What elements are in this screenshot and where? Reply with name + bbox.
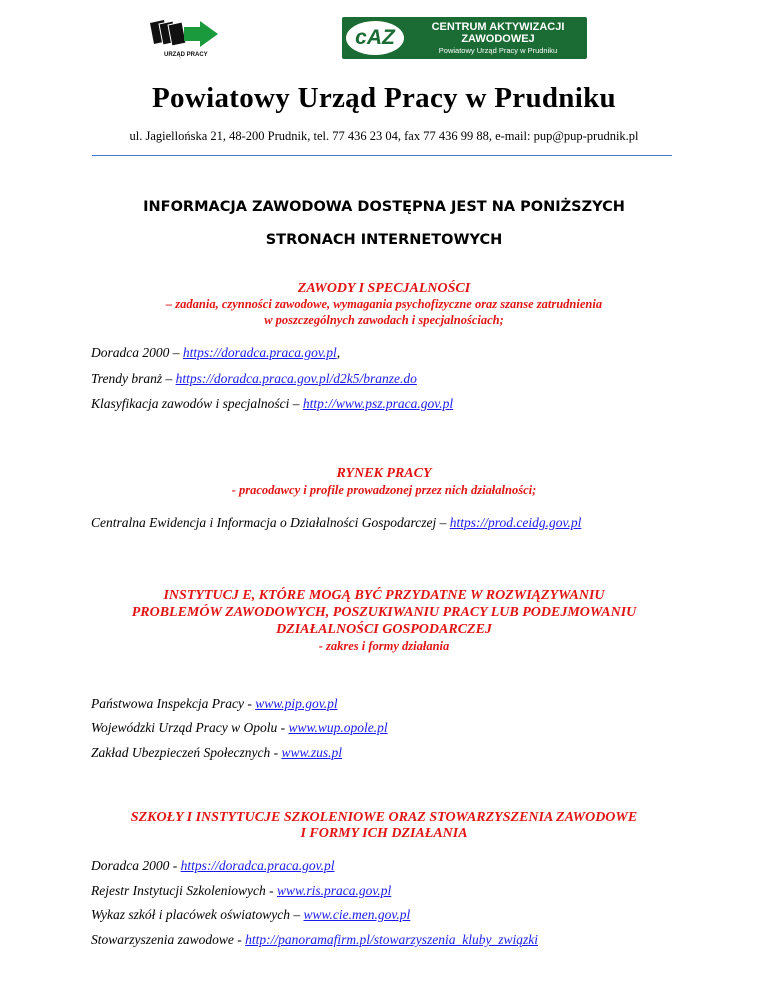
item-label: Doradca 2000 – — [91, 345, 183, 360]
item-label: Klasyfikacja zawodów i specjalności – — [91, 396, 303, 411]
item-label: Centralna Ewidencja i Informacja o Działalności Gospodarczej – — [91, 515, 450, 530]
section-zawody-title: ZAWODY I SPECJALNOŚCI — [297, 281, 471, 296]
address-line: ul. Jagiellońska 21, 48-200 Prudnik, tel. 77 436 23 04, fax 77 436 99 88, e-mail: pup@pup-prudnik.pl — [129, 129, 639, 143]
caz-mark: cAZ — [355, 26, 395, 49]
list-item — [91, 932, 538, 948]
item-label: Rejestr Instytucji Szkoleniowych - — [91, 883, 277, 898]
list-item — [91, 720, 388, 736]
caz-logo — [342, 17, 587, 59]
link-klasyfikacja[interactable]: http://www.psz.praca.gov.pl — [302, 396, 454, 411]
section-zawody-sub-2: w poszczególnych zawodach i specjalnościach; — [264, 313, 504, 327]
list-item — [91, 858, 334, 874]
item-label: Wykaz szkół i placówek oświatowych – — [91, 907, 304, 922]
section-szkoly-line-2: I FORMY ICH DZIAŁANIA — [300, 826, 468, 841]
item-label: Państwowa Inspekcja Pracy - — [91, 696, 256, 711]
list-item — [91, 371, 417, 387]
list-item — [91, 345, 340, 361]
link-wup[interactable]: www.wup.opole.pl — [288, 720, 388, 735]
section-instytucje-sub-1: - zakres i formy działania — [318, 639, 450, 653]
section-instytucje-line-2: PROBLEMÓW ZAWODOWYCH, POSZUKIWANIU PRACY LUB PODEJMOWANIU — [131, 605, 637, 620]
caz-line-3: Powiatowy Urząd Pracy w Prudniku — [438, 46, 558, 55]
list-item — [91, 907, 410, 923]
section-instytucje-line-1: INSTYTUCJ E, KTÓRE MOGĄ BYĆ PRZYDATNE W ROZWIĄZYWANIU — [163, 588, 605, 603]
item-label: Zakład Ubezpieczeń Społecznych - — [91, 745, 282, 760]
list-item — [91, 515, 581, 531]
link-doradca[interactable]: https://doradca.praca.gov.pl — [182, 345, 337, 360]
list-item — [91, 745, 342, 761]
section-szkoly-line-1: SZKOŁY I INSTYTUCJE SZKOLENIOWE ORAZ STOWARZYSZENIA ZAWODOWE — [130, 810, 638, 825]
link-zus[interactable]: www.zus.pl — [281, 745, 342, 760]
logo-left-text: URZĄD PRACY — [164, 52, 208, 58]
headline-line-1: INFORMACJA ZAWODOWA DOSTĘPNA JEST NA PONIŻSZYCH — [143, 199, 625, 215]
section-rynek-title: RYNEK PRACY — [336, 466, 432, 481]
item-label: Doradca 2000 - — [91, 858, 181, 873]
header-divider — [92, 155, 672, 156]
list-item — [91, 883, 391, 899]
headline-line-2: STRONACH INTERNETOWYCH — [265, 232, 503, 248]
page-title: Powiatowy Urząd Pracy w Prudniku — [152, 82, 616, 114]
link-panoramafirm[interactable]: http://panoramafirm.pl/stowarzyszenia_kluby_związki — [245, 932, 539, 947]
section-instytucje-line-3: DZIAŁALNOŚCI GOSPODARCZEJ — [276, 622, 492, 637]
caz-line-2: ZAWODOWEJ — [461, 33, 535, 45]
item-label: Stowarzyszenia zawodowe - — [91, 932, 246, 947]
caz-oval — [346, 21, 404, 55]
item-label: Trendy branż – — [91, 371, 176, 386]
link-doradca-2[interactable]: https://doradca.praca.gov.pl — [180, 858, 335, 873]
caz-line-1: CENTRUM AKTYWIZACJI — [431, 21, 565, 33]
urzad-pracy-logo — [142, 15, 222, 59]
item-suffix: , — [336, 345, 341, 360]
link-ceidg[interactable]: https://prod.ceidg.gov.pl — [449, 515, 582, 530]
link-ris[interactable]: www.ris.praca.gov.pl — [276, 883, 392, 898]
section-zawody-sub-1: – zadania, czynności zawodowe, wymagania psychofizyczne oraz szanse zatrudnienia — [165, 297, 603, 311]
link-pip[interactable]: www.pip.gov.pl — [255, 696, 338, 711]
list-item — [91, 396, 453, 412]
list-item — [91, 696, 338, 712]
link-trendy-branz[interactable]: https://doradca.praca.gov.pl/d2k5/branze.do — [175, 371, 417, 386]
link-cie[interactable]: www.cie.men.gov.pl — [303, 907, 411, 922]
section-rynek-sub-1: - pracodawcy i profile prowadzonej przez nich działalności; — [231, 483, 537, 497]
item-label: Wojewódzki Urząd Pracy w Opolu - — [91, 720, 289, 735]
